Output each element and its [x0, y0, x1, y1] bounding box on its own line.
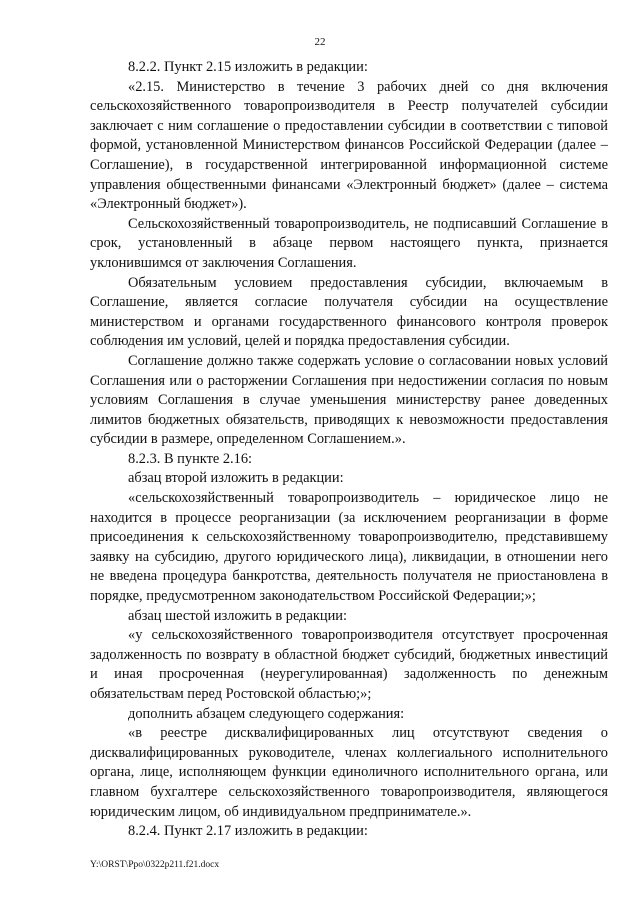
paragraph-disqualified-registry: «в реестре дисквалифицированных лиц отсутствуют сведения о дисквалифицированных руководителе, членах коллегиального исполнительного органа, лице, исполняющем функции единоличного исполнительного органа, или главном бухгалтере сельскохозяйственного товаропроизводителя, являющегося юридическим лицом, об индивидуальном предпринимателе.». — [90, 725, 608, 820]
page-number: 22 — [314, 36, 326, 48]
paragraph-new-conditions: Соглашение должно также содержать условие о согласовании новых условий Соглашения или о расторжении Соглашения при недостижении согласия по новым условиям Соглашения в случае уменьшения министерству ранее доведенных лимитов бюджетных обязательств, приводящих к невозможности предоставления субсидии в размере, определенном Соглашением.». — [90, 352, 608, 448]
paragraph-reorganization: «сельскохозяйственный товаропроизводитель – юридическое лицо не находится в процессе реорганизации (за исключением реорганизации в форме присоединения к сельскохозяйственному товаропроизводителю, представившему заявку на субсидию, другого юридического лица), ликвидации, в отношении него не введена процедура банкротства, деятельность получателя не приостановлена в порядке, предусмотренном законодательством Российской Федерации;»; — [90, 490, 608, 605]
paragraph-refusal: Сельскохозяйственный товаропроизводитель, не подписавший Соглашение в срок, установленный в абзаце первом настоящего пункта, признается уклонившимся от заключения Соглашения. — [90, 215, 608, 271]
paragraph-second-clause-intro: абзац второй изложить в редакции: — [128, 470, 344, 487]
paragraph-debt: «у сельскохозяйственного товаропроизводителя отсутствует просроченная задолженность по возврату в областной бюджет субсидий, бюджетных инвестиций и иная просроченная (неурегулированная) задолженность по денежным обязательствам перед Ростовской областью;»; — [90, 627, 608, 702]
paragraph-add-clause-intro: дополнить абзацем следующего содержания: — [128, 705, 405, 722]
document-body — [90, 58, 608, 842]
paragraph-8-2-4: 8.2.4. Пункт 2.17 изложить в редакции: — [128, 823, 368, 840]
footer-file-path: Y:\ORST\Ppo\0322p211.f21.docx — [90, 860, 220, 870]
paragraph-mandatory-condition: Обязательным условием предоставления субсидии, включаемым в Соглашение, является согласие получателя субсидии на осуществление министерством и органами государственного финансового контроля проверок соблюдения им условий, целей и порядка предоставления субсидии. — [90, 274, 608, 350]
paragraph-2-15: «2.15. Министерство в течение 3 рабочих дней со дня включения сельскохозяйственного товаропроизводителя в Реестр получателей субсидии заключает с ним соглашение о предоставлении субсидии в соответствии с типовой формой, установленной Министерством финансов Российской Федерации (далее – Соглашение), в государственной интегрированной информационной системе управления общественными финансами «Электронный бюджет» (далее – система «Электронный бюджет»). — [90, 78, 608, 213]
paragraph-sixth-clause-intro: абзац шестой изложить в редакции: — [128, 607, 347, 624]
paragraph-8-2-3: 8.2.3. В пункте 2.16: — [128, 450, 253, 467]
paragraph-8-2-2: 8.2.2. Пункт 2.15 изложить в редакции: — [128, 59, 368, 75]
